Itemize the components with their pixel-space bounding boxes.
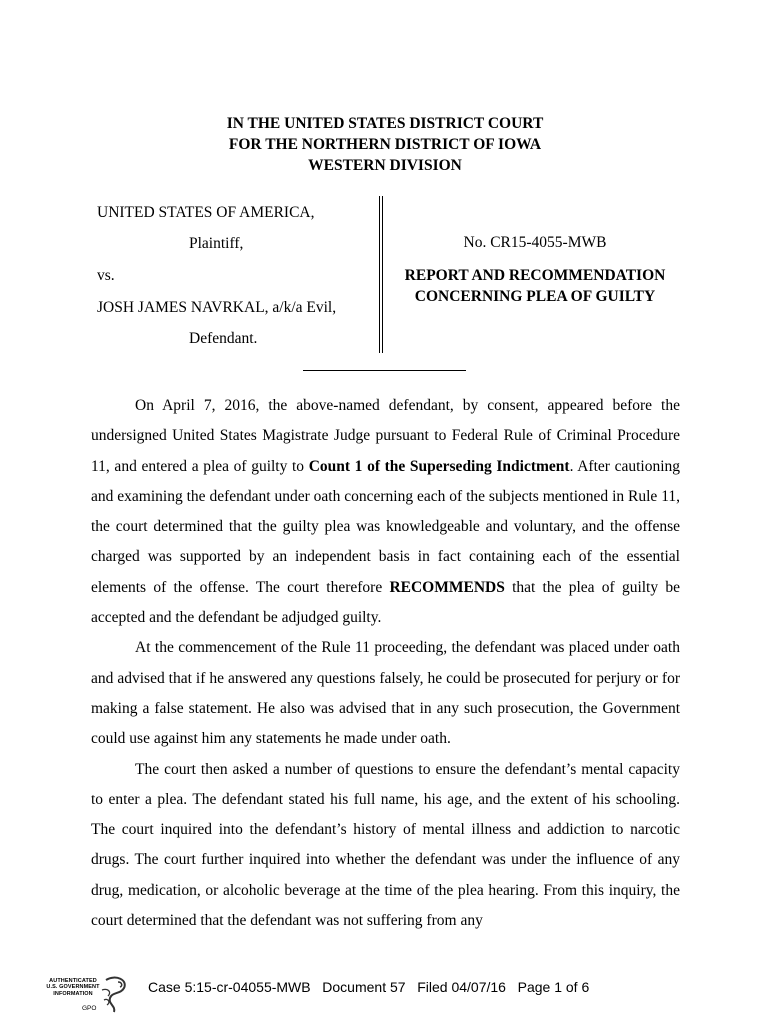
case-filing-stamp: Case 5:15-cr-04055-MWB Document 57 Filed 04/07/16 Page 1 of 6	[148, 979, 590, 995]
gpo-authentication-seal	[42, 978, 132, 1020]
plaintiff-name: UNITED STATES OF AMERICA,	[97, 204, 315, 221]
paragraph-1-text-a: On April 7, 2016, the above-named defendant, by consent, appeared before the undersigned United States Magistrate Judge pursuant to Federal Rule of Criminal Procedure 11, and entered a plea of guilty to	[91, 397, 680, 475]
gpo-seal-line2: U.S. GOVERNMENT	[46, 984, 100, 991]
document-title	[390, 265, 680, 307]
paragraph-2: At the commencement of the Rule 11 proceeding, the defendant was placed under oath and advised that if he answered any questions falsely, he could be prosecuted for perjury or for making a false statement. He also was advised that in any such prosecution, the Government could use against him any statements he made under oath.	[91, 639, 680, 748]
defendant-role: Defendant.	[189, 330, 258, 347]
district-name: FOR THE NORTHERN DISTRICT OF IOWA	[228, 136, 542, 153]
caption-rule	[303, 370, 466, 371]
document-title-line2: CONCERNING PLEA OF GUILTY	[414, 288, 656, 305]
paragraph-3: The court then asked a number of questions to ensure the defendant’s mental capacity to enter a plea. The defendant stated his full name, his age, and the extent of his schooling. The court inquired into the defendant’s history of mental illness and addiction to narcotic drugs. The court further inquired into whether the defendant was under the influence of any drug, medication, or alcoholic beverage at the time of the plea hearing. From this inquiry, the court determined that the defendant was not suffering from any	[91, 760, 680, 930]
recommends-keyword: RECOMMENDS	[389, 578, 505, 596]
court-header	[0, 113, 770, 176]
plaintiff-role: Plaintiff,	[189, 235, 244, 252]
gpo-seal-text	[42, 978, 104, 997]
gpo-abbreviation: GPO	[82, 1005, 97, 1012]
caption-divider	[379, 196, 383, 353]
gpo-seal-line3: INFORMATION	[53, 990, 93, 997]
division-name: WESTERN DIVISION	[308, 157, 462, 174]
paragraph-1-text-b: . After cautioning and examining the defendant under oath concerning each of the subjects mentioned in Rule 11, the court determined that the guilty plea was knowledgeable and voluntary, and the offense charged was supported by an independent basis in fact containing each of the essential elements of the offense. The court therefore	[91, 457, 680, 596]
case-number: No. CR15-4055-MWB	[463, 234, 607, 251]
document-title-line1: REPORT AND RECOMMENDATION	[404, 267, 666, 284]
paragraph-1	[91, 391, 680, 633]
document-body	[91, 391, 680, 936]
gpo-seal-line1: AUTHENTICATED	[49, 978, 97, 984]
page-footer	[0, 968, 770, 1018]
court-name: IN THE UNITED STATES DISTRICT COURT	[226, 115, 544, 132]
count-reference: Count 1 of the Superseding Indictment	[308, 457, 570, 475]
case-caption	[0, 196, 770, 356]
eagle-seal-icon	[96, 976, 130, 1016]
versus-label: vs.	[97, 267, 115, 284]
defendant-name: JOSH JAMES NAVRKAL, a/k/a Evil,	[97, 299, 337, 316]
paragraph-1-text-c: that the plea of guilty be accepted and the defendant be adjudged guilty.	[91, 578, 680, 627]
